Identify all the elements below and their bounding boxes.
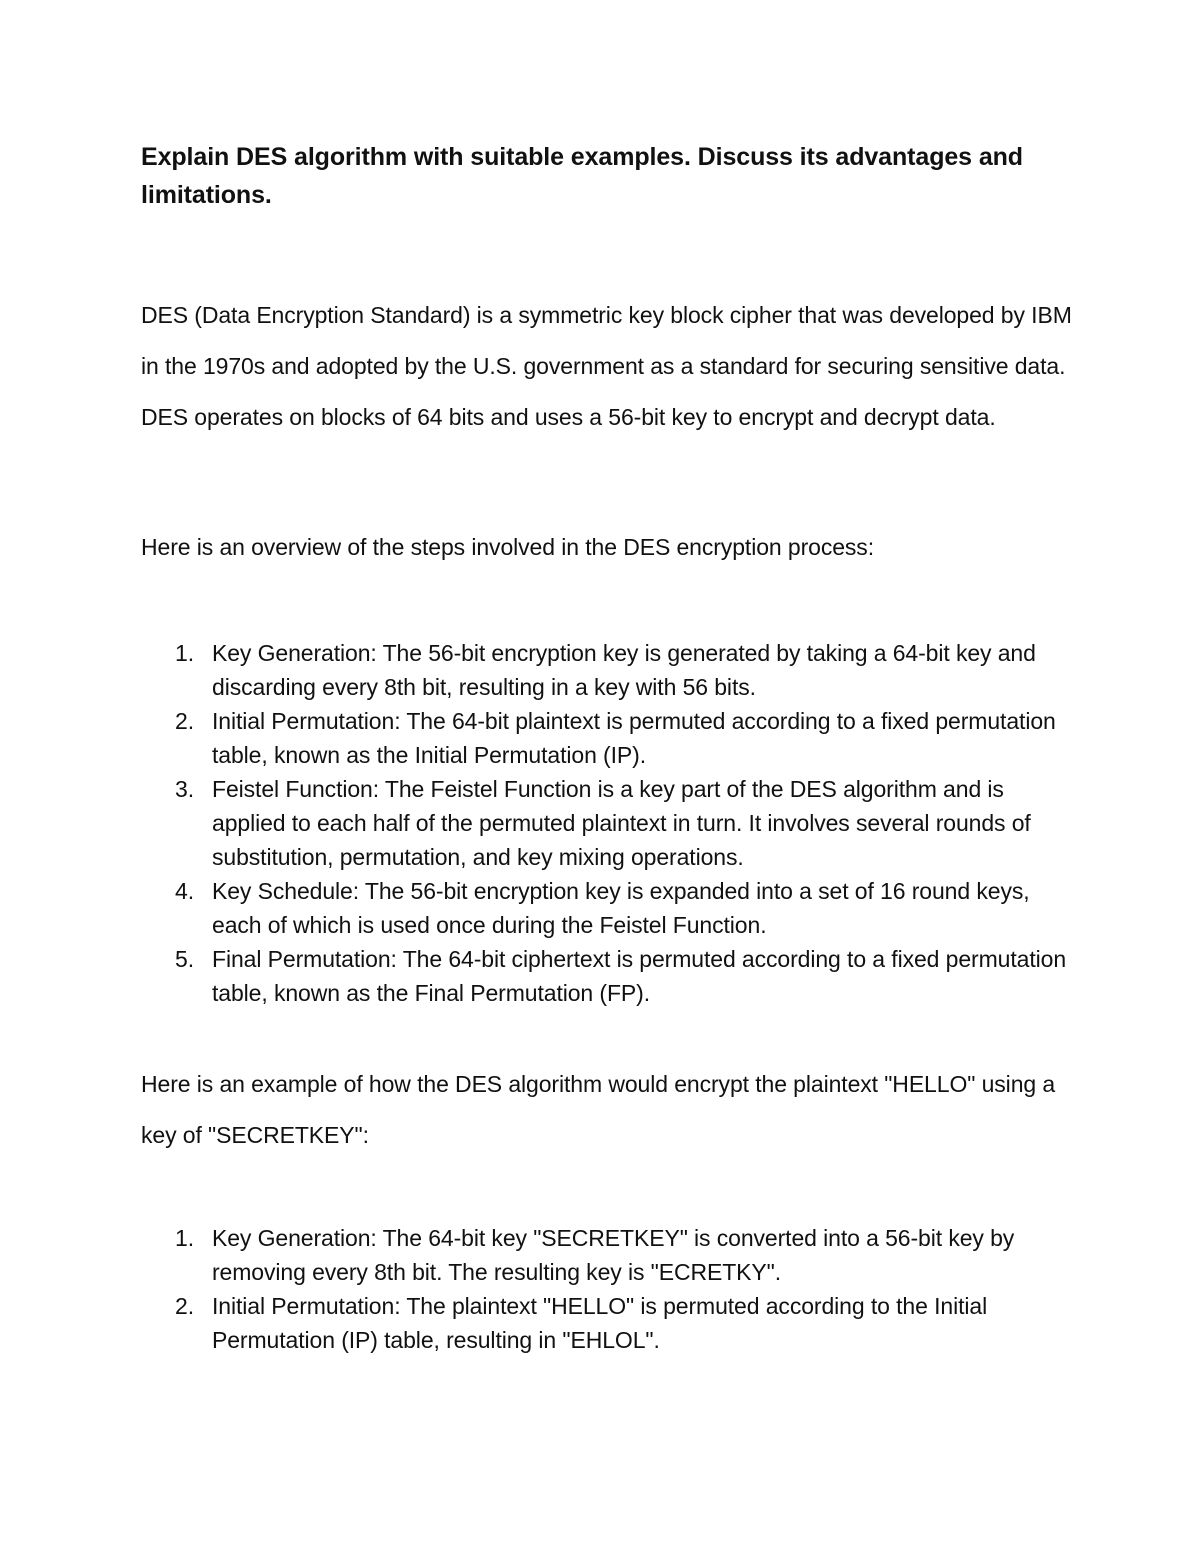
list-item-text: Final Permutation: The 64-bit ciphertext is permuted according to a fixed permutation table, known as the Final Permutation (FP). [212,946,1067,1006]
list-item-number: 2. [175,708,194,734]
des-steps-list [141,636,1071,1010]
list-item-number: 5. [175,946,194,972]
list-item-number: 3. [175,776,194,802]
list-item-number: 2. [175,1293,194,1319]
list-item-number: 1. [175,1225,194,1251]
list-item-text: Key Generation: The 64-bit key "SECRETKEY" is converted into a 56-bit key by removing every 8th bit. The resulting key is "ECRETKY". [212,1225,1015,1285]
list-item [141,1221,1071,1289]
list-item [141,1289,1071,1357]
list-item [141,874,1071,942]
overview-heading: Here is an overview of the steps involved in the DES encryption process: [141,534,875,560]
example-intro: Here is an example of how the DES algorithm would encrypt the plaintext "HELLO" using a key of "SECRETKEY": [141,1071,1056,1148]
intro-paragraph: DES (Data Encryption Standard) is a symmetric key block cipher that was developed by IBM in the 1970s and adopted by the U.S. government as a standard for securing sensitive data. DES operates on blocks of 64 bits and uses a 56-bit key to encrypt and decrypt data. [141,302,1072,430]
list-item [141,772,1071,874]
document-title: Explain DES algorithm with suitable examples. Discuss its advantages and limitations. [141,143,1023,209]
example-steps-list [141,1221,1071,1357]
list-item-text: Key Schedule: The 56-bit encryption key is expanded into a set of 16 round keys, each of which is used once during the Feistel Function. [212,878,1030,938]
list-item-text: Initial Permutation: The plaintext "HELLO" is permuted according to the Initial Permutation (IP) table, resulting in "EHLOL". [212,1293,988,1353]
list-item-text: Key Generation: The 56-bit encryption key is generated by taking a 64-bit key and discarding every 8th bit, resulting in a key with 56 bits. [212,640,1036,700]
list-item [141,704,1071,772]
list-item-number: 1. [175,640,194,666]
list-item-text: Initial Permutation: The 64-bit plaintext is permuted according to a fixed permutation table, known as the Initial Permutation (IP). [212,708,1056,768]
list-item-number: 4. [175,878,194,904]
list-item-text: Feistel Function: The Feistel Function is a key part of the DES algorithm and is applied to each half of the permuted plaintext in turn. It involves several rounds of substitution, permutation, and key mixing operations. [212,776,1031,870]
list-item [141,636,1071,704]
list-item [141,942,1071,1010]
